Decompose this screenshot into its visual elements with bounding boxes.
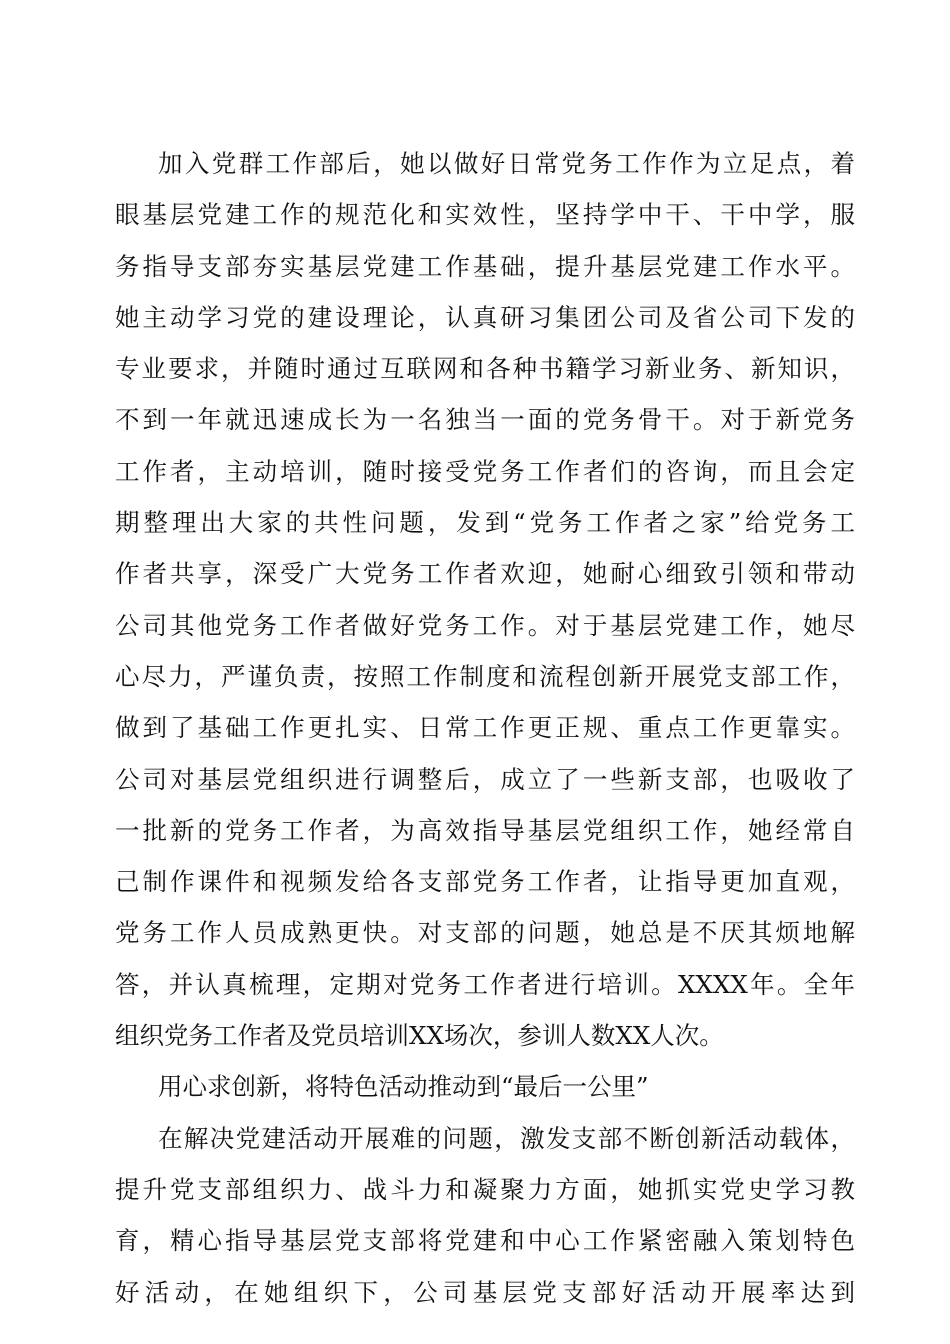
text-line-20: 在解决党建活动开展难的问题，激发支部不断创新活动载体， bbox=[158, 1123, 855, 1153]
text-line-6: 不到一年就迅速成长为一名独当一面的党务骨干。对于新党务 bbox=[115, 405, 855, 435]
text-line-16: 党务工作人员成熟更快。对支部的问题，她总是不厌其烦地解 bbox=[115, 918, 855, 948]
text-line-5: 专业要求，并随时通过互联网和各种书籍学习新业务、新知识， bbox=[115, 354, 855, 384]
text-line-9: 作者共享，深受广大党务工作者欢迎，她耐心细致引领和带动 bbox=[115, 559, 855, 589]
text-line-8: 期整理出大家的共性问题，发到“党务工作者之家”给党务工 bbox=[115, 508, 855, 538]
text-line-3: 务指导支部夯实基层党建工作基础，提升基层党建工作水平。 bbox=[115, 251, 855, 281]
text-line-22: 育，精心指导基层党支部将党建和中心工作紧密融入策划特色 bbox=[115, 1226, 855, 1256]
text-line-13: 公司对基层党组织进行调整后，成立了一些新支部，也吸收了 bbox=[115, 764, 855, 794]
text-line-23: 好活动，在她组织下，公司基层党支部好活动开展率达到 bbox=[115, 1277, 855, 1307]
text-line-15: 己制作课件和视频发给各支部党务工作者，让指导更加直观， bbox=[115, 867, 855, 897]
text-line-2: 眼基层党建工作的规范化和实效性，坚持学中干、干中学，服 bbox=[115, 200, 855, 230]
text-line-12: 做到了基础工作更扎实、日常工作更正规、重点工作更靠实。 bbox=[115, 713, 855, 743]
text-line-10: 公司其他党务工作者做好党务工作。对于基层党建工作，她尽 bbox=[115, 610, 855, 640]
text-line-14: 一批新的党务工作者，为高效指导基层党组织工作，她经常自 bbox=[115, 815, 855, 845]
text-line-17: 答，并认真梳理，定期对党务工作者进行培训。XXXX年。全年 bbox=[115, 969, 855, 999]
body-text bbox=[115, 138, 855, 1318]
text-line-18: 组织党务工作者及党员培训XX场次，参训人数XX人次。 bbox=[115, 1021, 724, 1051]
text-line-11: 心尽力，严谨负责，按照工作制度和流程创新开展党支部工作， bbox=[115, 661, 855, 691]
text-line-4: 她主动学习党的建设理论，认真研习集团公司及省公司下发的 bbox=[115, 302, 855, 332]
section-heading: 用心求创新，将特色活动推动到“最后一公里” bbox=[158, 1072, 649, 1102]
text-line-7: 工作者，主动培训，随时接受党务工作者们的咨询，而且会定 bbox=[115, 456, 855, 486]
text-line-21: 提升党支部组织力、战斗力和凝聚力方面，她抓实党史学习教 bbox=[115, 1174, 855, 1204]
text-line-1: 加入党群工作部后，她以做好日常党务工作作为立足点，着 bbox=[158, 149, 855, 178]
